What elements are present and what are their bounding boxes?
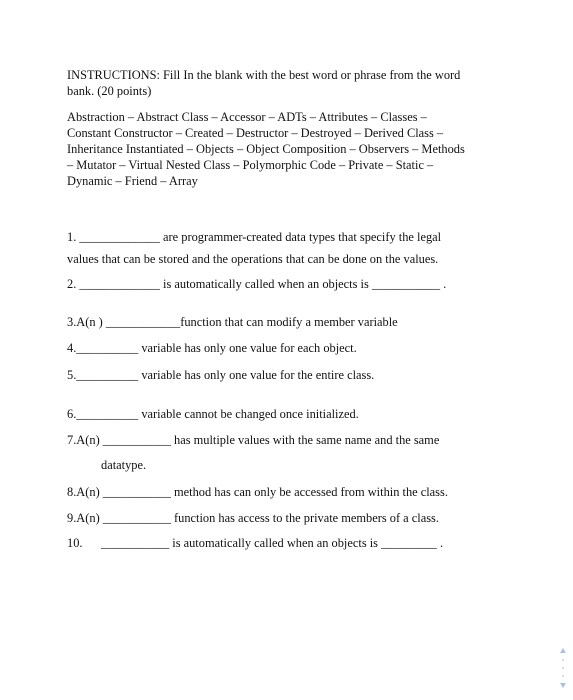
question-2: 2. _____________ is automatically called when an objects is ___________ . [67,277,447,291]
scroll-dot [562,667,564,669]
question-5: 5.__________ variable has only one value for the entire class. [67,368,375,382]
question-1-line-2: values that can be stored and the operations that can be done on the values. [67,252,439,266]
instructions-line-2: bank. (20 points) [67,84,152,98]
question-1-line-1: 1. _____________ are programmer-created data types that specify the legal [67,230,442,244]
word-bank-line-5: Dynamic – Friend – Array [67,174,198,188]
scroll-dot [562,675,564,677]
question-9: 9.A(n) ___________ function has access to the private members of a class. [67,511,439,525]
question-3: 3.A(n ) ____________function that can modify a member variable [67,315,398,329]
word-bank-line-2: Constant Constructor – Created – Destructor – Destroyed – Derived Class – [67,126,444,140]
instructions-line-1: INSTRUCTIONS: Fill In the blank with the best word or phrase from the word [67,68,461,82]
scroll-up-arrow-icon[interactable] [560,648,566,653]
word-bank-line-1: Abstraction – Abstract Class – Accessor – ADTs – Attributes – Classes – [67,110,427,124]
scroll-dot [562,659,564,661]
question-10-number: 10. [67,536,83,550]
question-6: 6.__________ variable cannot be changed once initialized. [67,407,359,421]
scroll-down-arrow-icon[interactable] [560,683,566,688]
word-bank-line-4: – Mutator – Virtual Nested Class – Polymorphic Code – Private – Static – [67,158,434,172]
question-7-line-2: datatype. [101,458,147,472]
question-7-line-1: 7.A(n) ___________ has multiple values with the same name and the same [67,433,440,447]
question-10-text: ___________ is automatically called when an objects is _________ . [101,536,444,550]
page-scroll-arrows-icon[interactable] [558,648,568,688]
word-bank-line-3: Inheritance Instantiated – Objects – Object Composition – Observers – Methods [67,142,465,156]
question-4: 4.__________ variable has only one value for each object. [67,341,357,355]
question-8: 8.A(n) ___________ method has can only be accessed from within the class. [67,485,448,499]
